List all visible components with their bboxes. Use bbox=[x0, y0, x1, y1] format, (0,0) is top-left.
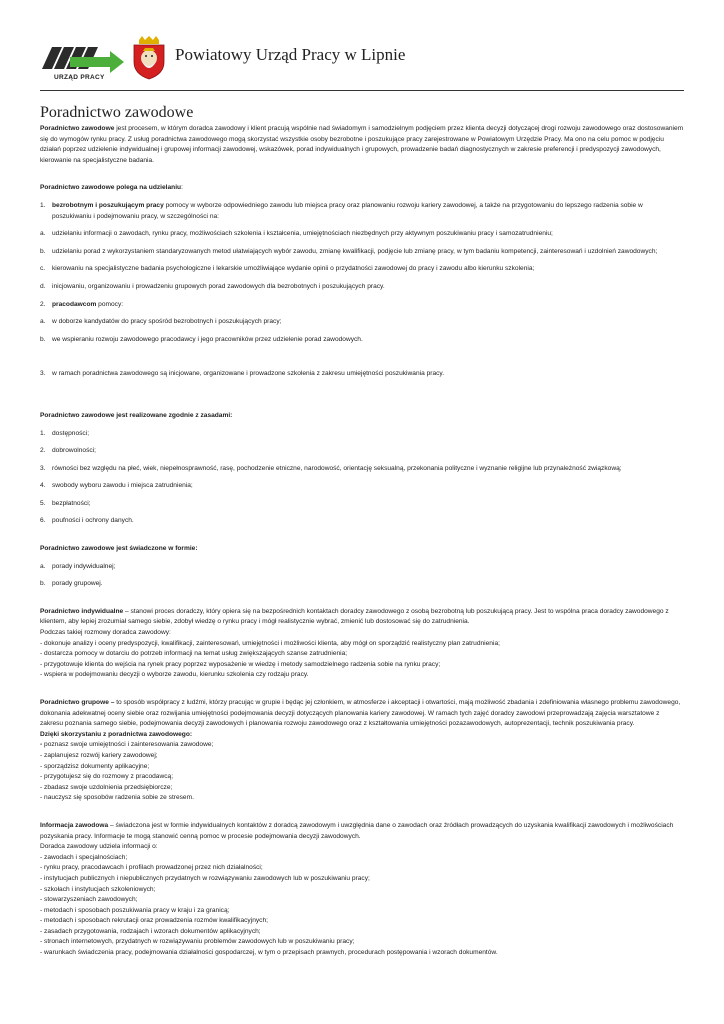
list-item-bold: bezrobotnym i poszukującym pracy bbox=[52, 201, 164, 209]
site-title[interactable]: Powiatowy Urząd Pracy w Lipnie bbox=[175, 45, 406, 64]
list-item-text: inicjowaniu, organizowaniu i prowadzeniu grupowych porad zawodowych dla bezrobotnych i poszukujących pracy. bbox=[52, 282, 385, 290]
list-item bbox=[40, 562, 684, 573]
text-line: - zawodach i specjalnościach; bbox=[40, 853, 128, 861]
section-heading-scope bbox=[40, 183, 684, 194]
list-marker: b. bbox=[40, 247, 46, 255]
list-item-text: udzielaniu informacji o zawodach, rynku pracy, możliwościach szkolenia i kształcenia, umiejętnościach niezbędnych przy aktywnym poszukiwaniu pracy i samozatrudnieniu; bbox=[52, 230, 553, 238]
group-counselling-text: to sposób współpracy z ludźmi, którzy pracując w grupie i będąc jej członkiem, w atmosferze i akceptacji i otwartości, mają możliwość zbadania i zdefiniowania własnego problemu zawodowego, dokonania adekwatnej oceny siebie oraz rozwijania umiejętności podejmowania decyzji dotyczących planowania kariery zawodowej. W ramach tych zajęć doradcy zawodowi przeprowadzają zajęcia warsztatowe z zakresu poznania samego siebie, podejmowania decyzji zawodowych i planowania rozwoju zawodowego oraz z kształtowania umiejętności pozazawodowych, autoprezentacji, technik poszukiwania pracy. bbox=[40, 699, 681, 728]
group-benefits-heading-text: Dzięki skorzystaniu z poradnictwa zawodowego: bbox=[40, 730, 193, 738]
section-heading-principles-text: Poradnictwo zawodowe jest realizowane zgodnie z zasadami: bbox=[40, 411, 233, 419]
list-item-text: porady indywidualnej; bbox=[52, 562, 116, 570]
logo-caption: URZĄD PRACY bbox=[54, 74, 105, 81]
list-item bbox=[40, 464, 684, 475]
list-item-text: pomocy: bbox=[96, 300, 124, 308]
page-title: Poradnictwo zawodowe bbox=[40, 104, 194, 121]
list-marker: 3. bbox=[40, 370, 46, 378]
article-body bbox=[40, 124, 684, 959]
text-line: - metodach i sposobach rekrutacji oraz prowadzenia rozmów kwalifikacyjnych; bbox=[40, 917, 268, 925]
list-item-text: dostępności; bbox=[52, 429, 90, 437]
list-item bbox=[40, 429, 684, 440]
list-item bbox=[40, 247, 684, 258]
list-item-text: we wspieraniu rozwoju zawodowego pracodawcy i jego pracowników przez udzielenie porad zawodowych. bbox=[52, 335, 363, 343]
text-line: - zbadasz swoje uzdolnienia przedsiębiorcze; bbox=[40, 783, 173, 791]
list-item-text: w doborze kandydatów do pracy spośród bezrobotnych i poszukujących pracy; bbox=[52, 318, 282, 326]
list-item bbox=[40, 499, 684, 510]
text-line: - warunkach świadczenia pracy, podejmowania działalności gospodarczej, w tym o przepisach prawnych, procedurach postępowania i wzorach dokumentów. bbox=[40, 949, 498, 957]
list-item bbox=[40, 317, 684, 328]
career-information-bold: Informacja zawodowa bbox=[40, 821, 109, 829]
text-line-content: poznasz swoje umiejętności i zainteresowania zawodowe; bbox=[44, 741, 214, 749]
list-item bbox=[40, 300, 684, 311]
list-item-text: poufności i ochrony danych. bbox=[52, 517, 134, 525]
list-item bbox=[40, 516, 684, 527]
list-item-text: bezpłatności; bbox=[52, 499, 91, 507]
text-line: - przygotujesz się do rozmowy z pracodawcą; bbox=[40, 773, 174, 781]
list-marker: a. bbox=[40, 562, 46, 570]
text-line: - dokonuje analizy i oceny predyspozycji, kwalifikacji, zainteresowań, umiejętności i możliwości klienta, aby mógł on sporządzić realistyczny plan zatrudnienia; bbox=[40, 639, 500, 647]
list-item-text: udzielaniu porad z wykorzystaniem standaryzowanych metod ułatwiających wybór zawodu, zmianę kwalifikacji, podjęcie lub zmianę pracy, w tym badaniu kompetencji, zainteresowań i uzdolnień zawodowych; bbox=[52, 247, 658, 255]
intro-paragraph bbox=[40, 124, 684, 166]
text-line: - zasadach przygotowania, rodzajach i wzorach dokumentów aplikacyjnych; bbox=[40, 927, 261, 935]
site-header bbox=[40, 30, 684, 91]
text-line: - przygotowuje klienta do wejścia na rynek pracy poprzez wyposażenie w wiedzę i metody samodzielnego radzenia sobie na rynku pracy; bbox=[40, 660, 441, 668]
text-line: - nauczysz się sposobów radzenia sobie ze stresem. bbox=[40, 794, 194, 802]
section-heading-forms-text: Poradnictwo zawodowe jest świadczone w formie: bbox=[40, 545, 198, 553]
coat-of-arms-icon bbox=[132, 36, 166, 80]
list-item-text: swobody wyboru zawodu i miejsca zatrudnienia; bbox=[52, 482, 193, 490]
intro-bold: Poradnictwo zawodowe bbox=[40, 125, 115, 132]
section-heading-principles bbox=[40, 411, 684, 422]
text-line: - wspiera w podejmowaniu decyzji o wyborze zawodu, kierunku szkolenia czy rodzaju pracy. bbox=[40, 671, 309, 679]
urzad-pracy-logo[interactable] bbox=[40, 43, 126, 85]
list-item-text: w ramach poradnictwa zawodowego są inicjowane, organizowane i prowadzone szkolenia z zakresu umiejętności poszukiwania pracy. bbox=[52, 370, 445, 378]
dash-marker: - bbox=[40, 741, 45, 749]
list-marker: 5. bbox=[40, 499, 46, 507]
list-item bbox=[40, 369, 684, 380]
intro-text: jest procesem, w którym doradca zawodowy i klient pracują wspólnie nad świadomym i samodzielnym podjęciem przez klienta decyzji dotyczącej drogi rozwoju zawodowego oraz dostosowaniem się do wymogów rynku pracy. Z usług poradnictwa zawodowego mogą skorzystać wszystkie osoby bezrobotne i poszukujące pracy zarejestrowane w Powiatowym Urzędzie Pracy. Ma ono na celu pomoc w podjęciu działań poprzez udzielenie indywidualnej i grupowej informacji zawodowej, wskazówek, porad indywidualnych i grupowych, prowadzenie badań diagnostycznych w zakresie preferencji i predyspozycji zawodowych, kierowanie na specjalistyczne badania. bbox=[40, 125, 684, 164]
individual-counselling-bold: Poradnictwo indywidualne bbox=[40, 607, 124, 615]
text-line: - sporządzisz dokumenty aplikacyjne; bbox=[40, 762, 150, 770]
text-line: - rynku pracy, pracodawcach i profilach prowadzonej przez nich działalności; bbox=[40, 864, 263, 872]
individual-counselling-paragraph bbox=[40, 607, 684, 628]
list-marker: 1. bbox=[40, 429, 46, 437]
career-information-text: – świadczona jest w formie indywidualnych kontaktów z doradcą zawodowym i uwzględnia dane o zawodach oraz źródłach prowadzących do uzyskania kwalifikacji zawodowych i możliwościach pozyskania pracy. Informacje te mogą stanowić cenną pomoc w procesie podejmowania decyzji zawodowych. bbox=[40, 821, 674, 840]
list-marker: d. bbox=[40, 282, 46, 290]
list-item bbox=[40, 201, 684, 222]
list-marker: a. bbox=[40, 230, 46, 238]
career-information-paragraph bbox=[40, 821, 684, 842]
text-line: - stronach internetowych, przydatnych w rozwiązywaniu problemów zawodowych lub w poszukiwaniu pracy; bbox=[40, 938, 355, 946]
list-marker: 4. bbox=[40, 482, 46, 490]
list-marker: 2. bbox=[40, 447, 46, 455]
page bbox=[40, 30, 684, 957]
list-item bbox=[40, 335, 684, 346]
list-marker: 6. bbox=[40, 517, 46, 525]
section-heading-scope-tail: : bbox=[181, 184, 183, 192]
individual-counselling-text: – stanowi proces doradczy, który opiera się na bezpośrednich kontaktach doradcy zawodowego z osobą bezrobotną lub poszukującą pracy. Jest to wspólna praca doradcy zawodowego z klientem, aby lepiej zrozumiał samego siebie, zdobył wiedzę o rynku pracy i mógł realistycznie wybrać, zmienić lub dostosować się do zatrudnienia. bbox=[40, 607, 669, 626]
job-office-logo-icon bbox=[40, 43, 126, 73]
list-item bbox=[40, 282, 684, 293]
list-item bbox=[40, 446, 684, 457]
section-heading-scope-bold: Poradnictwo zawodowe polega na udzielaniu bbox=[40, 184, 182, 192]
group-benefits-heading bbox=[40, 730, 684, 741]
list-item-bold: pracodawcom bbox=[52, 300, 97, 308]
text-line: - zaplanujesz rozwój kariery zawodowej; bbox=[40, 751, 158, 759]
text-line: Podczas takiej rozmowy doradca zawodowy: bbox=[40, 629, 171, 637]
group-counselling-bold: Poradnictwo grupowe – bbox=[40, 699, 115, 706]
list-marker: a. bbox=[40, 318, 46, 326]
group-counselling-paragraph bbox=[40, 698, 684, 730]
list-marker: b. bbox=[40, 335, 46, 343]
text-line: - instytucjach publicznych i niepublicznych przydatnych w rozwiązywaniu zawodowych lub w poszukiwaniu pracy; bbox=[40, 874, 370, 882]
text-line: - dostarcza pomocy w dotarciu do potrzeb informacji na temat usług zwiększających szanse zatrudnienia; bbox=[40, 650, 348, 658]
list-item bbox=[40, 264, 684, 275]
section-heading-forms bbox=[40, 544, 684, 555]
list-item bbox=[40, 481, 684, 492]
text-line bbox=[40, 740, 684, 751]
list-marker: 2. bbox=[40, 300, 46, 308]
list-item-text: dobrowolności; bbox=[52, 447, 96, 455]
text-line: Doradca zawodowy udziela informacji o: bbox=[40, 843, 158, 851]
list-marker: 1. bbox=[40, 201, 46, 209]
list-item-text: pomocy w wyborze odpowiedniego zawodu lub miejsca pracy oraz planowaniu rozwoju kariery zawodowej, a także na przygotowaniu do lepszego radzenia sobie w poszukiwaniu i podejmowaniu pracy, w szczególności na: bbox=[52, 201, 643, 220]
text-line: - szkołach i instytucjach szkoleniowych; bbox=[40, 885, 156, 893]
list-marker: b. bbox=[40, 580, 46, 588]
text-line: - stowarzyszeniach zawodowych; bbox=[40, 896, 138, 904]
list-item-text: równości bez względu na płeć, wiek, niepełnosprawność, rasę, pochodzenie etniczne, narodowość, orientację seksualną, przekonania polityczne i wyznanie religijne lub przynależność związkową; bbox=[52, 464, 622, 472]
list-marker: 3. bbox=[40, 464, 46, 472]
list-marker: c. bbox=[40, 265, 46, 273]
list-item bbox=[40, 229, 684, 240]
list-item bbox=[40, 579, 684, 590]
list-item-text: kierowaniu na specjalistyczne badania psychologiczne i lekarskie umożliwiające wydanie opinii o przydatności zawodowej do pracy i zawodu albo kierunku szkolenia; bbox=[52, 265, 535, 273]
text-line: - metodach i sposobach poszukiwania pracy w kraju i za granicą; bbox=[40, 906, 230, 914]
list-item-text: porady grupowej. bbox=[52, 580, 103, 588]
